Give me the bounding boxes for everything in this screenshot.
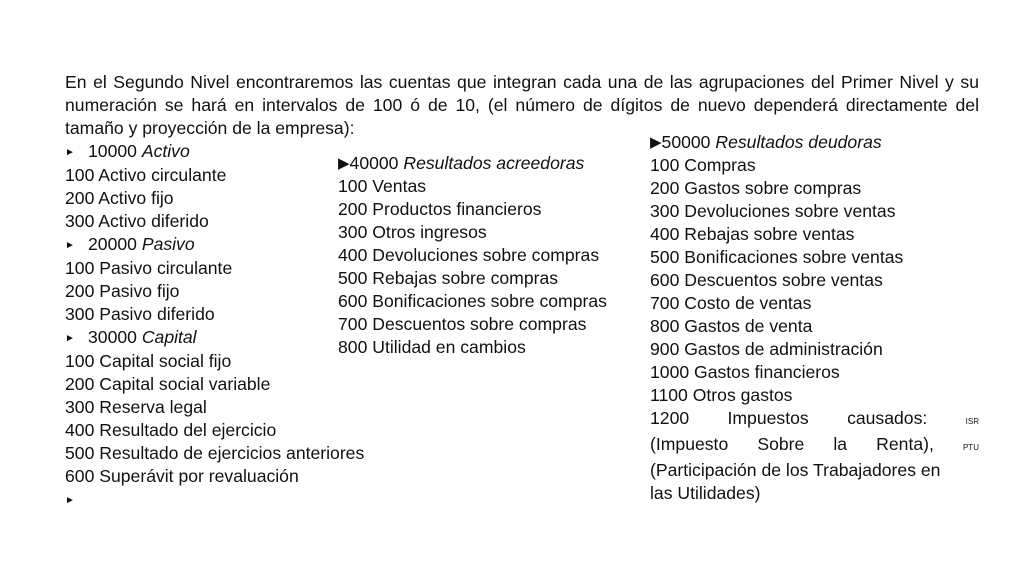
list-item: 600 Bonificaciones sobre compras	[338, 291, 607, 311]
group-name: Capital	[141, 327, 197, 347]
taxes-line-3: (Participación de los Trabajadores en	[650, 460, 941, 480]
list-item: 600 Superávit por revaluación	[65, 466, 299, 486]
list-item: 1000 Gastos financieros	[650, 362, 840, 382]
bullet-icon: ►	[65, 333, 75, 344]
taxes-line-1	[650, 407, 979, 433]
list-item: 200 Productos financieros	[338, 199, 542, 219]
list-item: 500 Bonificaciones sobre ventas	[650, 247, 904, 267]
bullet-icon: ►	[65, 147, 75, 158]
list-item: 500 Resultado de ejercicios anteriores	[65, 443, 365, 463]
list-item: 300 Pasivo diferido	[65, 304, 215, 324]
list-item: 200 Capital social variable	[65, 374, 271, 394]
bullet-icon: ►	[65, 240, 75, 251]
word: 1200	[650, 408, 690, 428]
group-name: Pasivo	[141, 234, 195, 254]
group-name: Resultados acreedoras	[403, 153, 585, 173]
list-item: 100 Ventas	[338, 176, 427, 196]
list-item: 900 Gastos de administración	[650, 339, 883, 359]
isr-abbrev: ISR	[965, 417, 979, 426]
word: Impuestos	[727, 408, 809, 428]
list-item: 600 Descuentos sobre ventas	[650, 270, 883, 290]
list-item: 300 Reserva legal	[65, 397, 207, 417]
group-number: 10000	[88, 141, 137, 161]
list-item: 100 Capital social fijo	[65, 351, 232, 371]
list-item: 300 Activo diferido	[65, 211, 209, 231]
group-number: 20000	[88, 234, 137, 254]
empty-bullet	[65, 488, 364, 512]
column-resultados-deudoras	[650, 131, 979, 505]
group-number: 40000	[349, 153, 399, 173]
list-item: 700 Descuentos sobre compras	[338, 314, 587, 334]
list-item: 1100 Otros gastos	[650, 385, 793, 405]
list-item: 100 Activo circulante	[65, 165, 227, 185]
list-item: 200 Pasivo fijo	[65, 281, 180, 301]
taxes-line-4: las Utilidades)	[650, 483, 761, 503]
list-item: 300 Otros ingresos	[338, 222, 487, 242]
group-resultados-deudoras	[650, 131, 979, 154]
group-name: Activo	[141, 141, 190, 161]
word: (Impuesto	[650, 434, 729, 454]
list-item: 800 Utilidad en cambios	[338, 337, 526, 357]
list-item: 200 Gastos sobre compras	[650, 178, 862, 198]
list-item: 100 Pasivo circulante	[65, 258, 233, 278]
group-pasivo	[65, 233, 364, 257]
ptu-abbrev: PTU	[962, 443, 979, 452]
list-item: 500 Rebajas sobre compras	[338, 268, 559, 288]
word: la	[833, 434, 848, 454]
group-name: Resultados deudoras	[715, 132, 882, 152]
list-item: 400 Rebajas sobre ventas	[650, 224, 855, 244]
column-balance-accounts	[65, 140, 364, 512]
group-number: 50000	[661, 132, 711, 152]
bullet-icon: ►	[65, 495, 75, 506]
word: Sobre	[757, 434, 805, 454]
group-number: 30000	[88, 327, 137, 347]
bullet-icon: ▶	[650, 134, 662, 151]
list-item: 800 Gastos de venta	[650, 316, 813, 336]
list-item: 200 Activo fijo	[65, 188, 174, 208]
list-item: 100 Compras	[650, 155, 756, 175]
list-item: 400 Devoluciones sobre compras	[338, 245, 600, 265]
group-activo	[65, 140, 364, 164]
list-item: 400 Resultado del ejercicio	[65, 420, 277, 440]
group-resultados-acreedoras	[338, 152, 607, 175]
column-resultados-acreedoras	[338, 152, 607, 359]
taxes-line-2	[650, 433, 979, 459]
word: Renta),	[876, 434, 934, 454]
bullet-icon: ▶	[338, 155, 350, 172]
list-item: 300 Devoluciones sobre ventas	[650, 201, 896, 221]
list-item: 700 Costo de ventas	[650, 293, 812, 313]
word: causados:	[847, 408, 928, 428]
group-capital	[65, 326, 364, 350]
intro-paragraph: En el Segundo Nivel encontraremos las cuentas que integran cada una de las agrupaciones del Primer Nivel y su numeración se hará en intervalos de 100 ó de 10, (el número de dígitos de nuevo dependerá directamente del tamaño y proyección de la empresa):	[65, 72, 979, 138]
